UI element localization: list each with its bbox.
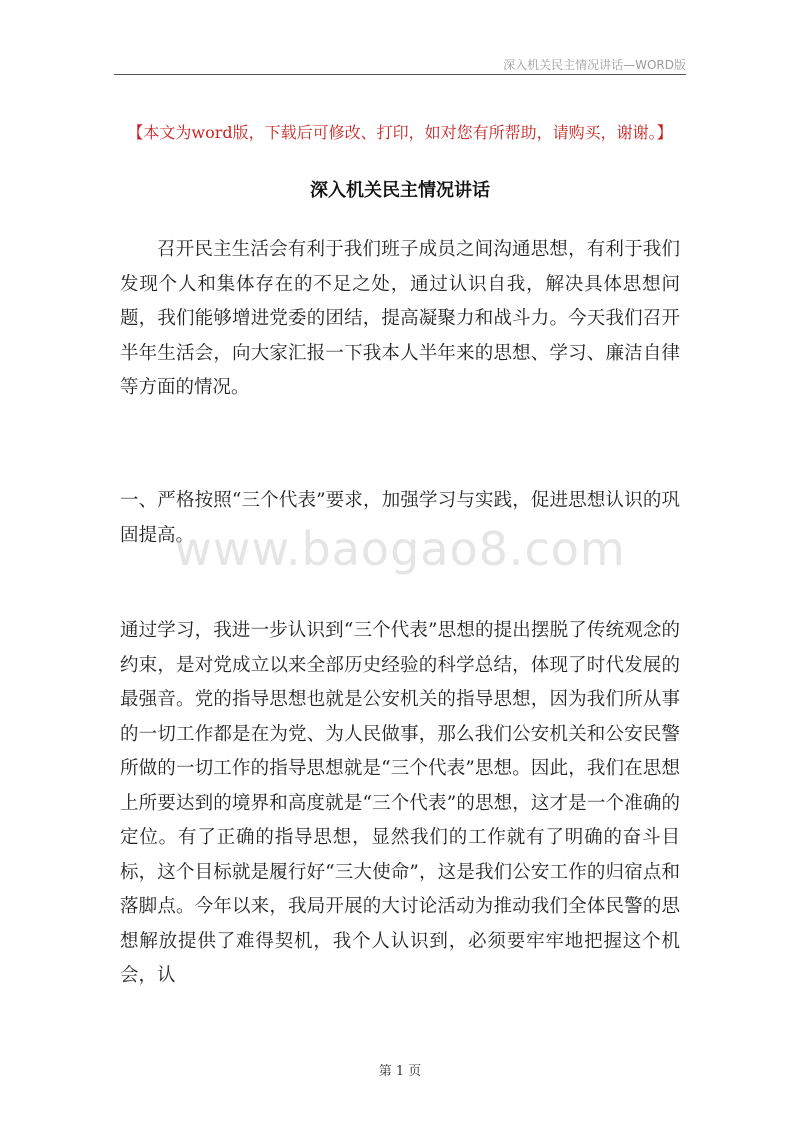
running-title: 深入机关民主情况讲话—WORD版 (503, 58, 686, 72)
paragraph-body: 通过学习，我进一步认识到“三个代表”思想的提出摆脱了传统观念的约束，是对党成立以来全部历史经验的科学总结，体现了时代发展的最强音。党的指导思想也就是公安机关的指导思想，因为我们所从事的一切工作都是在为党、为人民做事，那么我们公安机关和公安民警所做的一切工作的指导思想就是“三个代表”思想。因此，我们在思想上所要达到的境界和高度就是“三个代表”的思想，这才是一个准确的定位。有了正确的指导思想，显然我们的工作就有了明确的奋斗目标，这个目标就是履行好“三大使命”，这是我们公安工作的归宿点和落脚点。今年以来，我局开展的大讨论活动为推动我们全体民警的思想解放提供了难得契机，我个人认识到，必须要牢牢地把握这个机会，认 (120, 620, 680, 986)
watermark: www.baogao8.com (174, 522, 626, 576)
document-title: 深入机关民主情况讲话 (310, 180, 490, 201)
download-notice: 【本文为word版，下载后可修改、打印，如对您有所帮助，请购买，谢谢。】 (127, 123, 673, 142)
paragraph-intro: 召开民主生活会有利于我们班子成员之间沟通思想，有利于我们发现个人和集体存在的不足之处，通过认识自我，解决具体思想问题，我们能够增进党委的团结，提高凝聚力和战斗力。今天我们召开半年生活会，向大家汇报一下我本人半年来的思想、学习、廉洁自律等方面的情况。 (120, 239, 680, 398)
section-heading-1: 一、严格按照“三个代表”要求，加强学习与实践，促进思想认识的巩固提高。 (120, 490, 680, 546)
page-number: 第 1 页 (378, 1064, 422, 1079)
page-header (114, 48, 686, 75)
